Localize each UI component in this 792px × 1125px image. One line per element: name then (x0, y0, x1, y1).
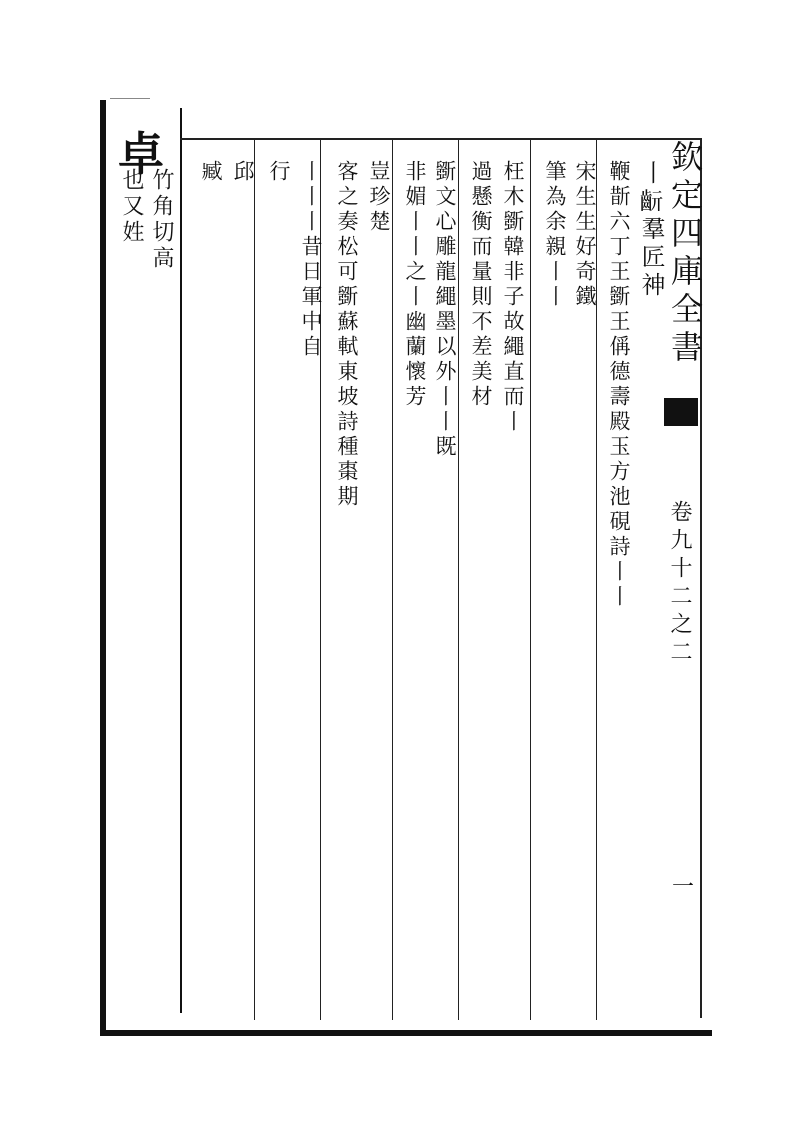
text-column: 豈珍楚 (367, 160, 391, 235)
fish-tail-mark (664, 398, 698, 426)
head-character: 卓 (118, 127, 164, 181)
corner-mark (110, 98, 150, 99)
text-column: 宋生生好奇鐵 (573, 160, 597, 310)
volume-number: 卷九十二之二 (667, 500, 692, 668)
text-column: 筆為余親丨丨 (543, 160, 567, 310)
text-column: 行 (267, 160, 291, 185)
top-rule (180, 138, 700, 140)
head-gloss-1: 竹角切高 (149, 168, 174, 272)
text-column: 客之奏松可斵蘇軾東坡詩種棗期 (335, 160, 359, 510)
column-divider (254, 140, 255, 1020)
text-column: 鞭斮六丁王斵王偁德壽殿玉方池硯詩丨丨 (607, 160, 631, 610)
text-column: 枉木斵韓非子故繩直而丨 (501, 160, 525, 435)
text-column: 丨𪗞羣匠神 (637, 160, 665, 300)
text-column: 過懸衡而量則不差美材 (469, 160, 493, 410)
text-column: 非媚丨丨之丨幽蘭懷芳 (403, 160, 427, 410)
column-divider (392, 140, 393, 1020)
column-divider (530, 140, 531, 1020)
text-column: 斵文心雕龍繩墨以外丨丨既 (433, 160, 457, 460)
head-gloss-2: 也又姓 (119, 168, 144, 246)
book-title: 欽定四庫全書 (666, 140, 704, 368)
text-column: 邱 (231, 160, 255, 185)
text-column: 丨丨丨昔日軍中自 (299, 160, 323, 360)
page-number: 一 (672, 875, 695, 900)
text-column: 臧 (199, 160, 223, 185)
